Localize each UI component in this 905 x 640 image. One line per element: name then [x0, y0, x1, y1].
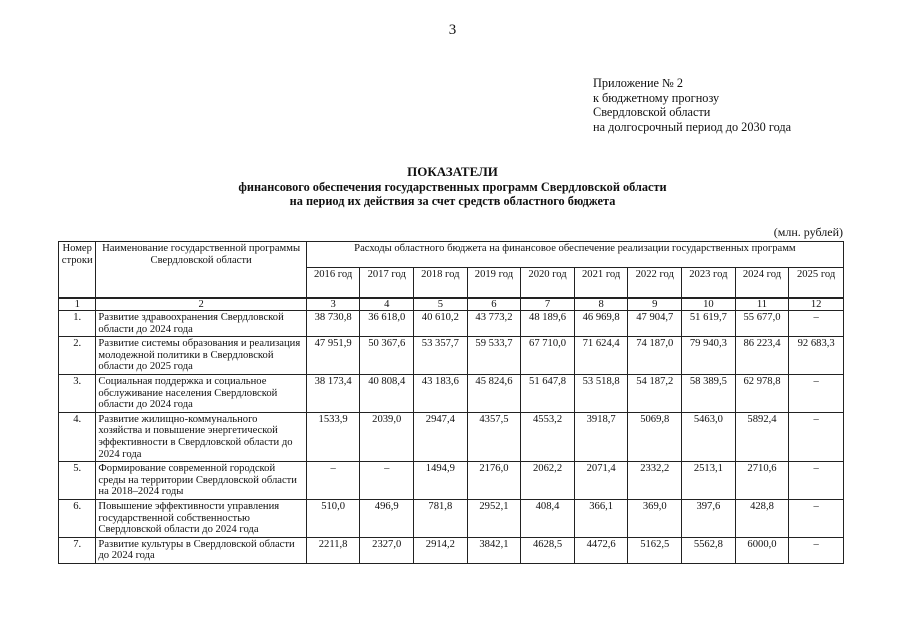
expense-value: –: [789, 537, 844, 563]
expense-value: 510,0: [306, 500, 360, 538]
expense-value: 67 710,0: [521, 337, 575, 375]
header-year: 2018 год: [414, 268, 468, 298]
appendix-line: Приложение № 2: [593, 76, 684, 90]
program-name: Формирование современной городской среды на территории Свердловской области на 2018–2024 годы: [96, 462, 306, 500]
header-year: 2022 год: [628, 268, 682, 298]
appendix-note: [593, 76, 791, 134]
expense-value: –: [789, 375, 844, 413]
table-row: [59, 375, 844, 413]
column-number: 8: [574, 298, 628, 311]
expense-value: 62 978,8: [735, 375, 789, 413]
program-name: Повышение эффективности управления государственной собственностью Свердловской области до 2024 года: [96, 500, 306, 538]
row-number: 4.: [59, 412, 96, 461]
budget-table: [58, 241, 844, 564]
expense-value: 2327,0: [360, 537, 414, 563]
expense-value: 496,9: [360, 500, 414, 538]
expense-value: –: [360, 462, 414, 500]
expense-value: 38 173,4: [306, 375, 360, 413]
expense-value: 48 189,6: [521, 311, 575, 337]
row-number: 3.: [59, 375, 96, 413]
expense-value: –: [789, 500, 844, 538]
expense-value: 38 730,8: [306, 311, 360, 337]
expense-value: 4628,5: [521, 537, 575, 563]
expense-value: 2062,2: [521, 462, 575, 500]
expense-value: 59 533,7: [467, 337, 521, 375]
expense-value: 781,8: [414, 500, 468, 538]
expense-value: 6000,0: [735, 537, 789, 563]
column-number: 5: [414, 298, 468, 311]
expense-value: 366,1: [574, 500, 628, 538]
table-row: [59, 462, 844, 500]
header-year: 2017 год: [360, 268, 414, 298]
table-row: [59, 337, 844, 375]
expense-value: 2176,0: [467, 462, 521, 500]
row-number: 7.: [59, 537, 96, 563]
row-number: 5.: [59, 462, 96, 500]
expense-value: 92 683,3: [789, 337, 844, 375]
header-year: 2021 год: [574, 268, 628, 298]
header-year: 2019 год: [467, 268, 521, 298]
program-name: Развитие жилищно-коммунального хозяйства и повышение энергетической эффективности в Свердловской области до 2024 года: [96, 412, 306, 461]
column-number: 11: [735, 298, 789, 311]
expense-value: 5463,0: [682, 412, 736, 461]
header-year: 2016 год: [306, 268, 360, 298]
expense-value: 3842,1: [467, 537, 521, 563]
expense-value: 369,0: [628, 500, 682, 538]
column-number: 6: [467, 298, 521, 311]
row-number: 6.: [59, 500, 96, 538]
table-row: [59, 311, 844, 337]
expense-value: 4553,2: [521, 412, 575, 461]
expense-value: 43 183,6: [414, 375, 468, 413]
units-label: (млн. рублей): [773, 225, 843, 239]
program-name: Развитие здравоохранения Свердловской области до 2024 года: [96, 311, 306, 337]
title-line: ПОКАЗАТЕЛИ: [407, 164, 498, 179]
expense-value: 47 904,7: [628, 311, 682, 337]
expense-value: 53 518,8: [574, 375, 628, 413]
expense-value: 45 824,6: [467, 375, 521, 413]
expense-value: 71 624,4: [574, 337, 628, 375]
column-number: 12: [789, 298, 844, 311]
header-year: 2023 год: [682, 268, 736, 298]
expense-value: 2513,1: [682, 462, 736, 500]
expense-value: 74 187,0: [628, 337, 682, 375]
column-number: 9: [628, 298, 682, 311]
expense-value: 5069,8: [628, 412, 682, 461]
expense-value: 58 389,5: [682, 375, 736, 413]
expense-value: 2952,1: [467, 500, 521, 538]
expense-value: 408,4: [521, 500, 575, 538]
expense-value: 2071,4: [574, 462, 628, 500]
expense-value: 2211,8: [306, 537, 360, 563]
expense-value: 55 677,0: [735, 311, 789, 337]
expense-value: 40 808,4: [360, 375, 414, 413]
expense-value: 36 618,0: [360, 311, 414, 337]
appendix-line: Свердловской области: [593, 105, 711, 120]
expense-value: –: [789, 412, 844, 461]
expense-value: 428,8: [735, 500, 789, 538]
title-line: на период их действия за счет средств областного бюджета: [289, 194, 616, 208]
column-number: 3: [306, 298, 360, 311]
column-number: 4: [360, 298, 414, 311]
expense-value: 46 969,8: [574, 311, 628, 337]
column-number: 10: [682, 298, 736, 311]
header-year: 2025 год: [789, 268, 844, 298]
header-expenses: Расходы областного бюджета на финансовое обеспечение реализации государственных программ: [306, 242, 843, 268]
appendix-line: на долгосрочный период до 2030 года: [593, 119, 792, 134]
expense-value: 47 951,9: [306, 337, 360, 375]
expense-value: 5562,8: [682, 537, 736, 563]
expense-value: 4472,6: [574, 537, 628, 563]
expense-value: 1494,9: [414, 462, 468, 500]
header-row-number: Номер строки: [59, 242, 96, 298]
column-number: 2: [96, 298, 306, 311]
table-row: [59, 412, 844, 461]
expense-value: 86 223,4: [735, 337, 789, 375]
header-year: 2024 год: [735, 268, 789, 298]
page-number: 3: [448, 22, 457, 38]
title-line: финансового обеспечения государственных программ Свердловской области: [238, 179, 667, 194]
expense-value: 51 647,8: [521, 375, 575, 413]
expense-value: 79 940,3: [682, 337, 736, 375]
expense-value: 2914,2: [414, 537, 468, 563]
expense-value: –: [789, 311, 844, 337]
row-number: 2.: [59, 337, 96, 375]
program-name: Социальная поддержка и социальное обслуживание населения Свердловской области до 2024 года: [96, 375, 306, 413]
table-row: [59, 537, 844, 563]
program-name: Развитие системы образования и реализация молодежной политики в Свердловской области до 2025 года: [96, 337, 306, 375]
appendix-line: к бюджетному прогнозу: [593, 90, 720, 105]
expense-value: 2332,2: [628, 462, 682, 500]
expense-value: 5892,4: [735, 412, 789, 461]
expense-value: 1533,9: [306, 412, 360, 461]
expense-value: 4357,5: [467, 412, 521, 461]
column-number: 7: [521, 298, 575, 311]
document-title: [0, 165, 905, 209]
row-number: 1.: [59, 311, 96, 337]
table-row: [59, 500, 844, 538]
column-number: 1: [59, 298, 96, 311]
expense-value: 43 773,2: [467, 311, 521, 337]
expense-value: 40 610,2: [414, 311, 468, 337]
expense-value: –: [306, 462, 360, 500]
expense-value: 50 367,6: [360, 337, 414, 375]
expense-value: 2947,4: [414, 412, 468, 461]
expense-value: 53 357,7: [414, 337, 468, 375]
expense-value: 2710,6: [735, 462, 789, 500]
expense-value: 51 619,7: [682, 311, 736, 337]
header-program-name: Наименование государственной программы Свердловской области: [96, 242, 306, 298]
expense-value: 397,6: [682, 500, 736, 538]
expense-value: 54 187,2: [628, 375, 682, 413]
expense-value: 5162,5: [628, 537, 682, 563]
expense-value: –: [789, 462, 844, 500]
expense-value: 2039,0: [360, 412, 414, 461]
header-year: 2020 год: [521, 268, 575, 298]
program-name: Развитие культуры в Свердловской области до 2024 года: [96, 537, 306, 563]
expense-value: 3918,7: [574, 412, 628, 461]
